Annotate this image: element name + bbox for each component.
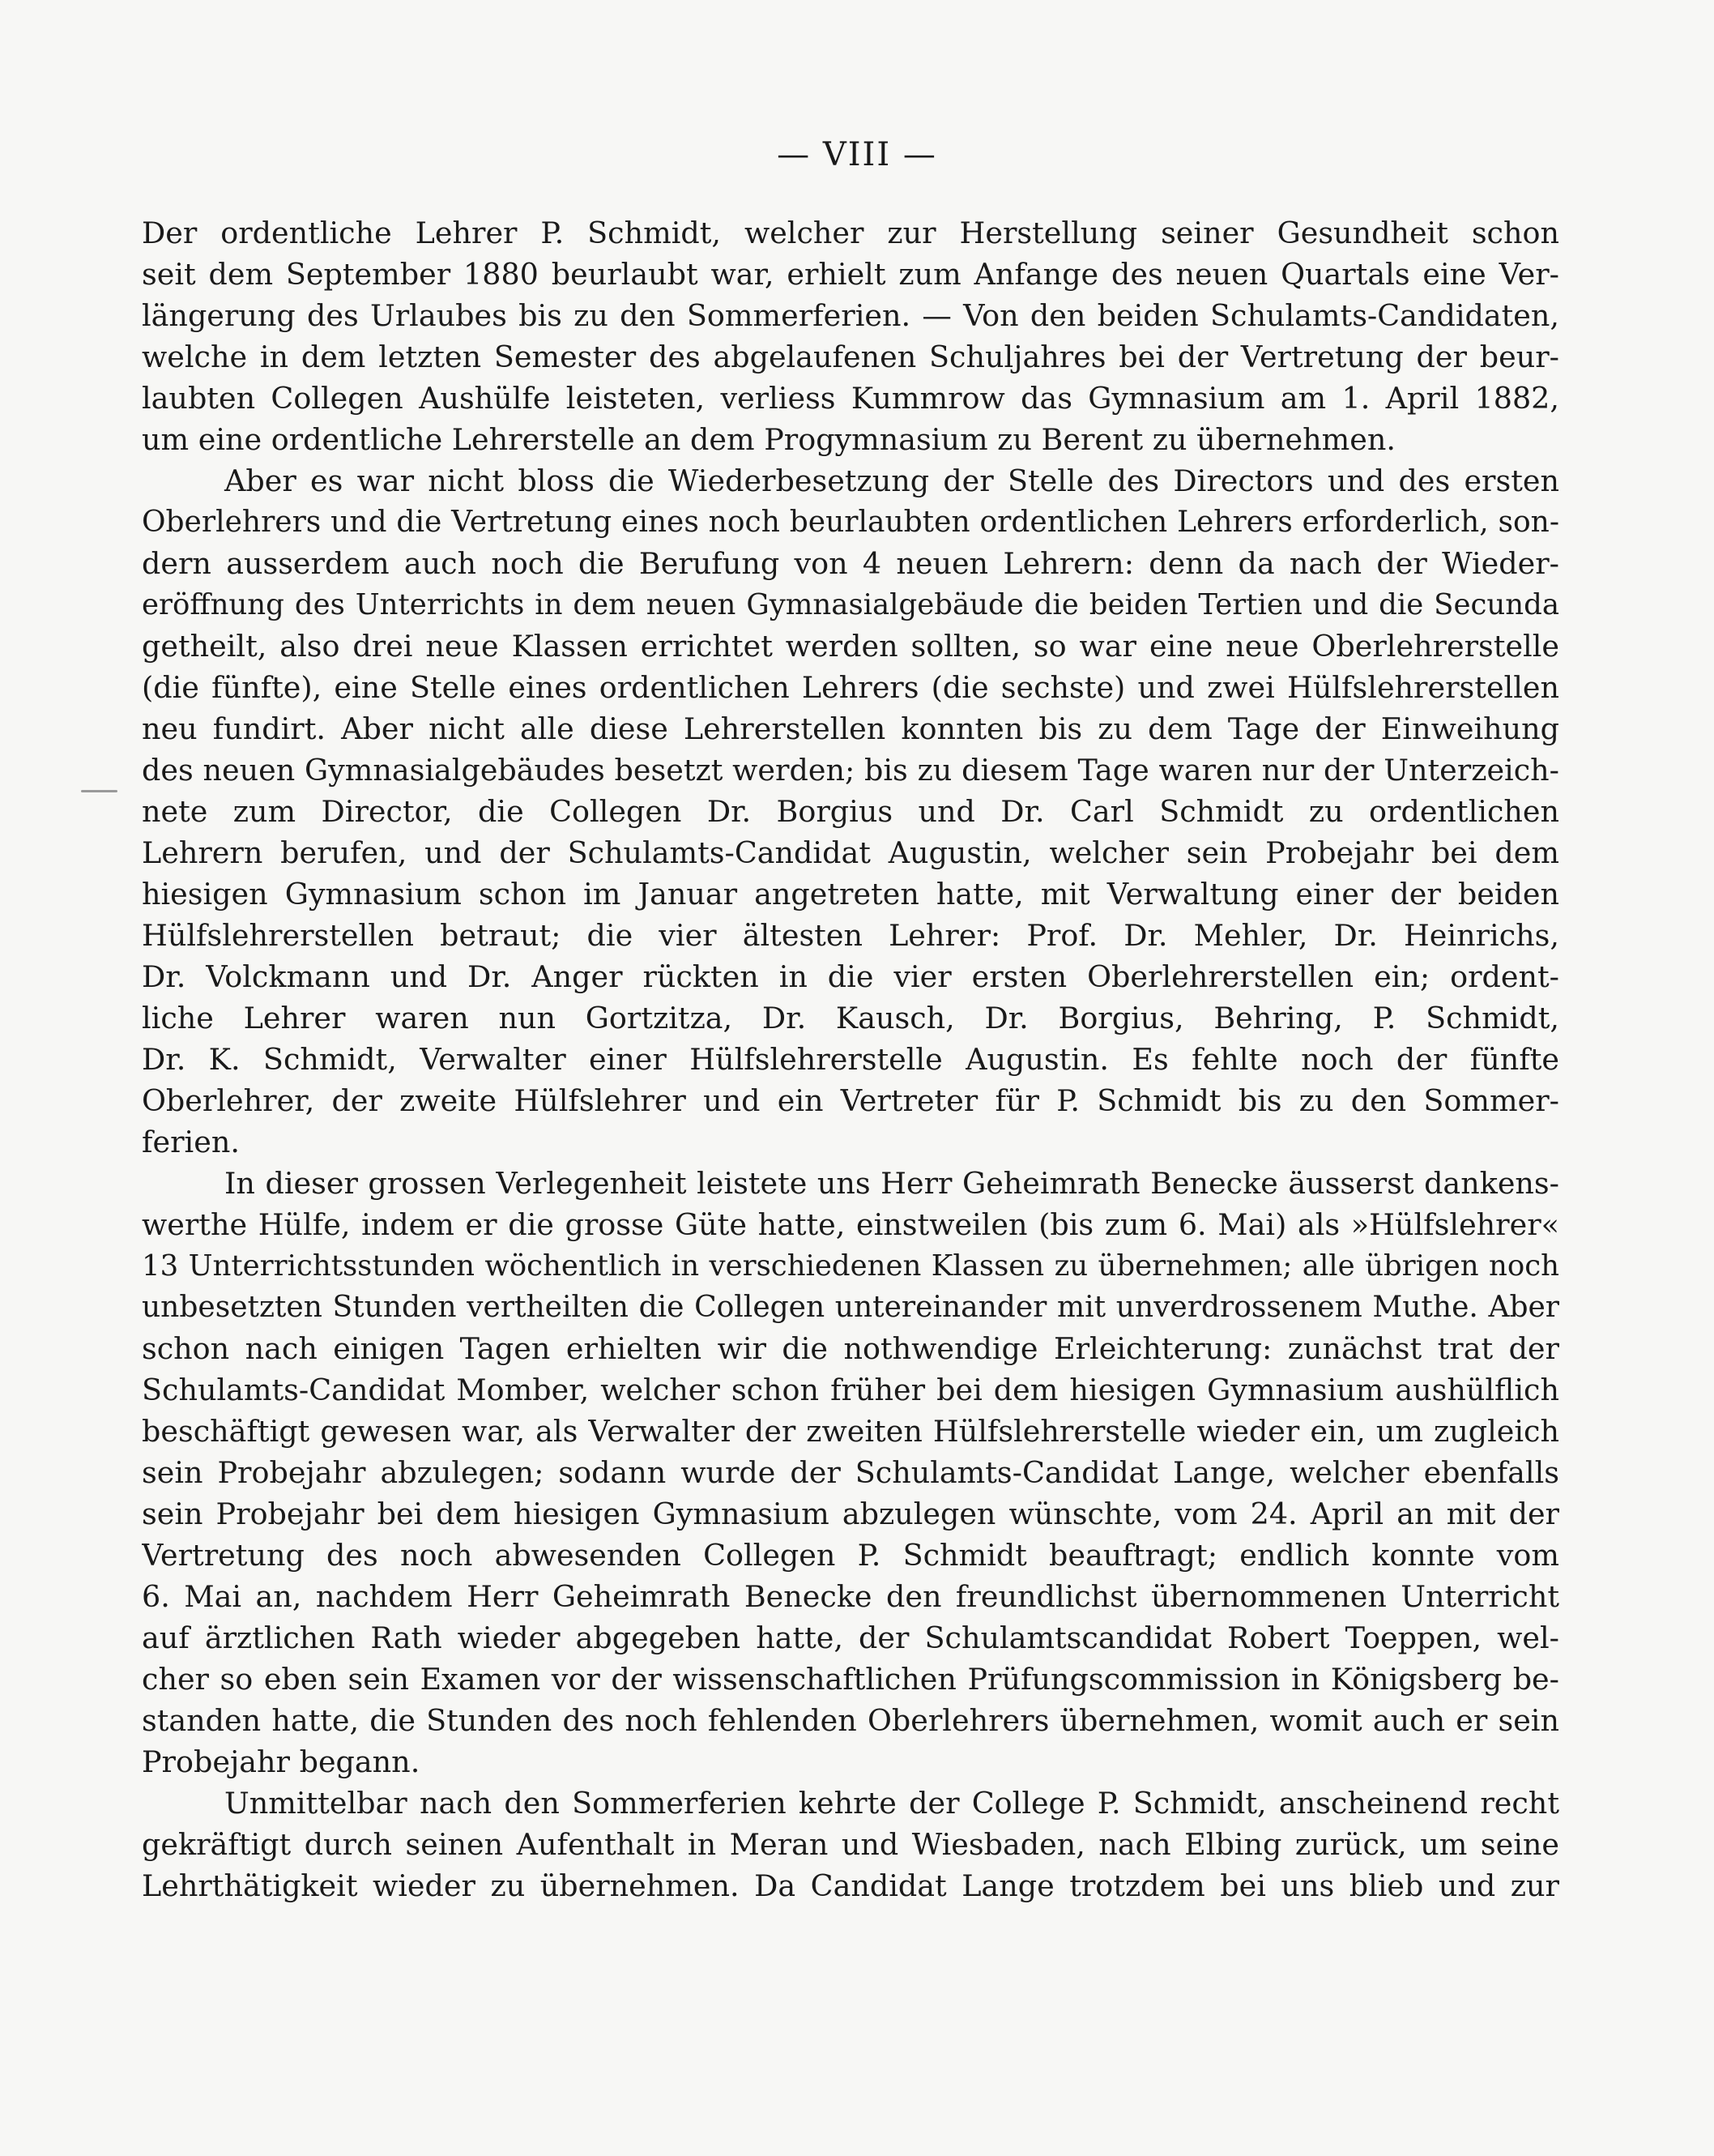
text-line: längerung des Urlaubes bis zu den Sommerferien. — Von den beiden Schulamts-Candidaten, xyxy=(142,298,1559,333)
text-line: 6. Mai an, nachdem Herr Geheimrath Benecke den freundlichst übernommenen Unterricht xyxy=(142,1579,1559,1614)
text-line: welche in dem letzten Semester des abgelaufenen Schuljahres bei der Vertretung der beur- xyxy=(142,339,1559,374)
text-line: nete zum Director, die Collegen Dr. Borgius und Dr. Carl Schmidt zu ordentlichen xyxy=(142,794,1559,829)
text-line: getheilt, also drei neue Klassen errichtet werden sollten, so war eine neue Oberlehrerstelle xyxy=(142,629,1559,664)
text-line: sein Probejahr abzulegen; sodann wurde der Schulamts-Candidat Lange, welcher ebenfalls xyxy=(142,1455,1559,1490)
text-line: Oberlehrer, der zweite Hülfslehrer und ein Vertreter für P. Schmidt bis zu den Sommer- xyxy=(142,1083,1559,1118)
text-line: neu fundirt. Aber nicht alle diese Lehrerstellen konnten bis zu dem Tage der Einweihung xyxy=(142,711,1559,746)
page-number: — VIII — xyxy=(777,136,937,173)
text-line: dern ausserdem auch noch die Berufung von 4 neuen Lehrern: denn da nach der Wieder- xyxy=(142,546,1559,581)
text-line: Probejahr begann. xyxy=(142,1744,420,1779)
text-line: 13 Unterrichtsstunden wöchentlich in verschiedenen Klassen zu übernehmen; alle übrigen noch xyxy=(142,1249,1559,1283)
text-line: Dr. K. Schmidt, Verwalter einer Hülfslehrerstelle Augustin. Es fehlte noch der fünfte xyxy=(142,1042,1559,1077)
text-line: (die fünfte), eine Stelle eines ordentlichen Lehrers (die sechste) und zwei Hülfslehrerstellen xyxy=(142,670,1559,705)
text-line: laubten Collegen Aushülfe leisteten, verliess Kummrow das Gymnasium am 1. April 1882, xyxy=(142,381,1559,416)
text-line: schon nach einigen Tagen erhielten wir die nothwendige Erleichterung: zunächst trat der xyxy=(142,1331,1559,1366)
text-line: liche Lehrer waren nun Gortzitza, Dr. Kausch, Dr. Borgius, Behring, P. Schmidt, xyxy=(142,1001,1559,1035)
text-line: ferien. xyxy=(142,1125,240,1159)
text-line: Lehrern berufen, und der Schulamts-Candidat Augustin, welcher sein Probejahr bei dem xyxy=(142,835,1559,870)
text-line: Oberlehrers und die Vertretung eines noch beurlaubten ordentlichen Lehrers erforderlich, son- xyxy=(142,506,1559,539)
text-line: Dr. Volckmann und Dr. Anger rückten in die vier ersten Oberlehrerstellen ein; ordent- xyxy=(142,959,1559,994)
text-line: standen hatte, die Stunden des noch fehlenden Oberlehrers übernehmen, womit auch er sein xyxy=(142,1703,1559,1738)
text-line: Unmittelbar nach den Sommerferien kehrte der College P. Schmidt, anscheinend recht xyxy=(224,1786,1559,1821)
text-line: seit dem September 1880 beurlaubt war, erhielt zum Anfange des neuen Quartals eine Ver- xyxy=(142,257,1559,292)
text-line: Aber es war nicht bloss die Wiederbesetzung der Stelle des Directors und des ersten xyxy=(224,463,1559,498)
text-line: sein Probejahr bei dem hiesigen Gymnasium abzulegen wünschte, vom 24. April an mit der xyxy=(142,1496,1559,1531)
text-line: hiesigen Gymnasium schon im Januar angetreten hatte, mit Verwaltung einer der beiden xyxy=(142,877,1559,911)
text-line: des neuen Gymnasialgebäudes besetzt werden; bis zu diesem Tage waren nur der Unterzeich- xyxy=(142,753,1559,788)
text-line: Lehrthätigkeit wieder zu übernehmen. Da Candidat Lange trotzdem bei uns blieb und zur xyxy=(142,1868,1559,1903)
text-line: auf ärztlichen Rath wieder abgegeben hatte, der Schulamtscandidat Robert Toeppen, wel- xyxy=(142,1620,1559,1655)
text-line: Schulamts-Candidat Momber, welcher schon früher bei dem hiesigen Gymnasium aushülflich xyxy=(142,1373,1559,1407)
text-line: um eine ordentliche Lehrerstelle an dem Progymnasium zu Berent zu übernehmen. xyxy=(142,422,1396,457)
text-line: eröffnung des Unterrichts in dem neuen Gymnasialgebäude die beiden Tertien und die Secunda xyxy=(142,588,1559,621)
text-line: Vertretung des noch abwesenden Collegen P. Schmidt beauftragt; endlich konnte vom xyxy=(142,1538,1559,1573)
text-line: Der ordentliche Lehrer P. Schmidt, welcher zur Herstellung seiner Gesundheit schon xyxy=(142,216,1559,250)
text-line: beschäftigt gewesen war, als Verwalter der zweiten Hülfslehrerstelle wieder ein, um zugleich xyxy=(142,1414,1559,1449)
body-text xyxy=(142,212,1559,1906)
text-line: cher so eben sein Examen vor der wissenschaftlichen Prüfungscommission in Königsberg be- xyxy=(142,1662,1559,1697)
text-line: werthe Hülfe, indem er die grosse Güte hatte, einstweilen (bis zum 6. Mai) als »Hülfslehrer« xyxy=(142,1207,1559,1242)
text-line: unbesetzten Stunden vertheilten die Collegen untereinander mit unverdrossenem Muthe. Aber xyxy=(142,1291,1559,1324)
text-line: gekräftigt durch seinen Aufenthalt in Meran und Wiesbaden, nach Elbing zurück, um seine xyxy=(142,1827,1559,1862)
margin-mark xyxy=(81,790,117,792)
text-line: In dieser grossen Verlegenheit leistete uns Herr Geheimrath Benecke äusserst dankens- xyxy=(224,1166,1559,1201)
text-line: Hülfslehrerstellen betraut; die vier ältesten Lehrer: Prof. Dr. Mehler, Dr. Heinrichs, xyxy=(142,918,1559,953)
